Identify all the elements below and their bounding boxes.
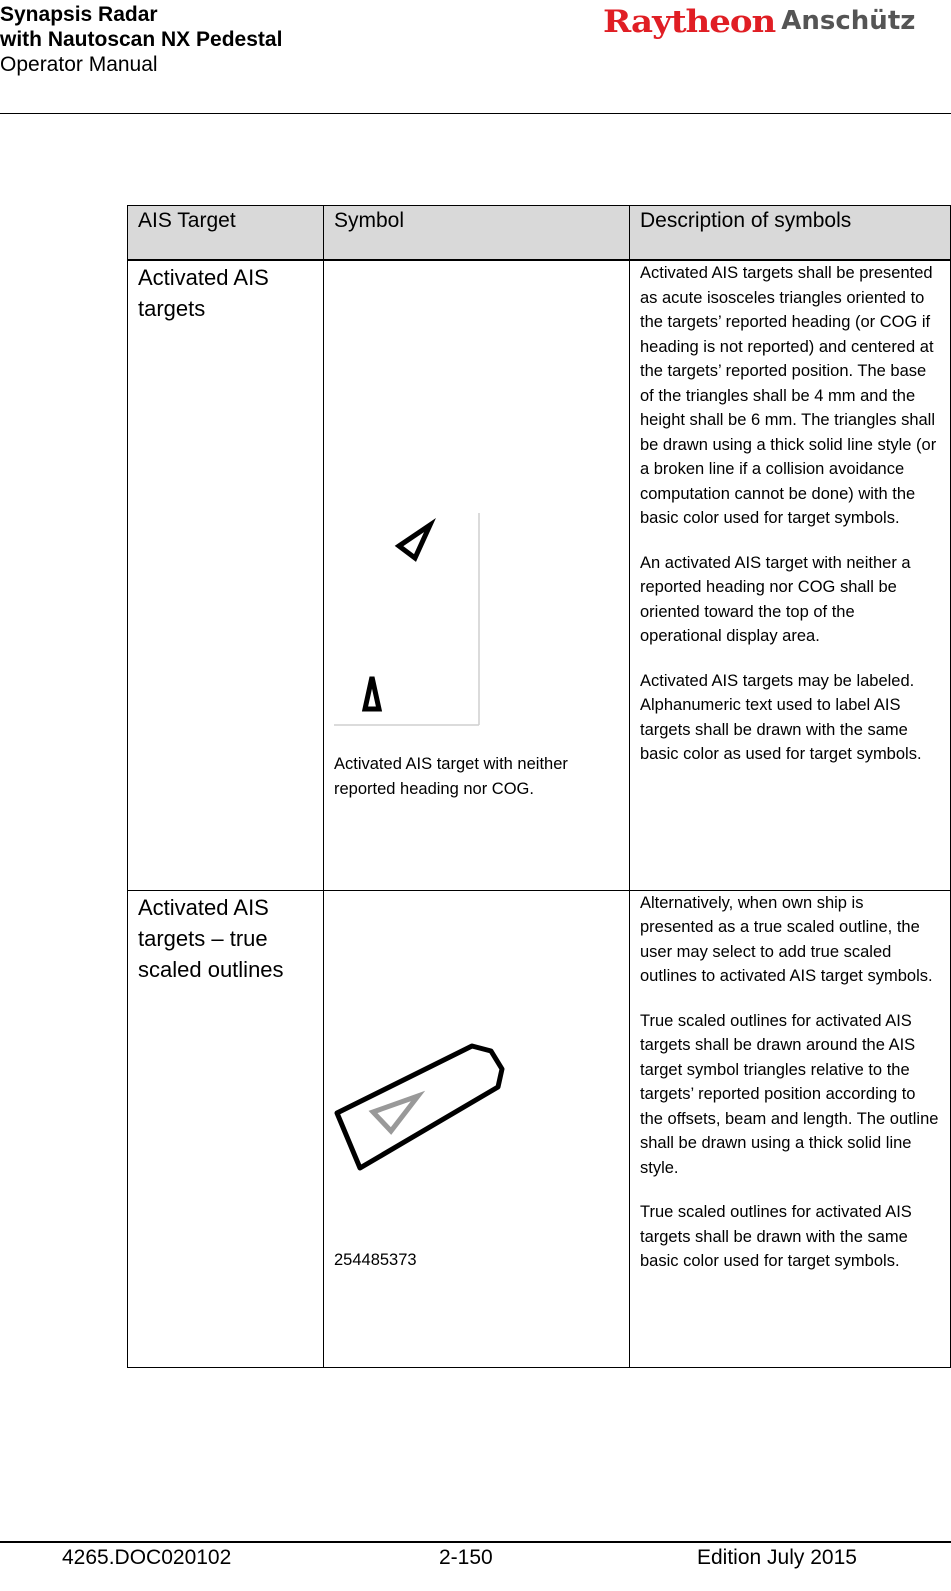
logo-brand: Raytheon (603, 4, 776, 40)
column-header-symbol: Symbol (324, 206, 630, 261)
header-subtitle: Operator Manual (0, 53, 158, 76)
description-paragraph: An activated AIS target with neither a reported heading nor COG shall be oriented toward the top of the operational display area. (640, 553, 911, 645)
heading-triangle-icon (399, 525, 430, 558)
document-header (0, 2, 282, 77)
ais-symbols-table (127, 205, 951, 1368)
symbol-description (630, 260, 951, 890)
header-title-line1: Synapsis Radar (0, 3, 158, 26)
header-title-line2: with Nautoscan NX Pedestal (0, 28, 283, 51)
column-header-description: Description of symbols (630, 206, 951, 261)
description-paragraph: Alternatively, when own ship is presented as a true scaled outline, the user may select to add true scaled outlines to activated AIS target symbols. (640, 893, 933, 985)
table-row (128, 260, 951, 890)
table-row (128, 890, 951, 1367)
description-paragraph: True scaled outlines for activated AIS targets shall be drawn around the AIS target symbol triangles relative to the targets’ reported position according to the offsets, beam and length. The outline shall be drawn using a thick solid line style. (640, 1011, 939, 1177)
symbol-cell (324, 260, 630, 890)
ais-target-name: Activated AIS targets – true scaled outlines (128, 890, 324, 1367)
footer-page-number: 2-150 (439, 1546, 493, 1569)
footer-edition: Edition July 2015 (697, 1546, 857, 1569)
symbol-caption: Activated AIS target with neither reported heading nor COG. (334, 755, 568, 798)
description-paragraph: Activated AIS targets shall be presented as acute isosceles triangles oriented to the targets’ reported heading (or COG if heading is not reported) and centered at the targets’ reported position. The base of the triangles shall be 4 mm and the height shall be 6 mm. The triangles shall be drawn using a thick solid line style (or a broken line if a collision avoidance computation cannot be done) with the basic color used for target symbols. (640, 264, 937, 527)
ais-triangle-icon (373, 1096, 418, 1131)
footer-divider (0, 1541, 951, 1543)
footer-doc-number: 4265.DOC020102 (62, 1546, 232, 1569)
activated-ais-symbol-image (332, 511, 482, 727)
no-heading-triangle-icon (365, 677, 379, 709)
symbol-caption: 254485373 (334, 1250, 417, 1269)
logo-suffix: Anschütz (781, 6, 916, 36)
symbol-description (630, 890, 951, 1367)
true-scaled-outline-image (334, 1041, 509, 1176)
company-logo (603, 2, 915, 40)
header-divider (0, 113, 951, 114)
table-header-row (128, 206, 951, 261)
description-paragraph: Activated AIS targets may be labeled. Alphanumeric text used to label AIS targets shall be drawn with the same basic color as used for target symbols. (640, 671, 922, 763)
column-header-ais-target: AIS Target (128, 206, 324, 261)
ais-target-name: Activated AIS targets (128, 260, 324, 890)
description-paragraph: True scaled outlines for activated AIS targets shall be drawn with the same basic color used for target symbols. (640, 1203, 912, 1270)
ship-outline-icon (337, 1046, 502, 1168)
symbol-cell (324, 890, 630, 1367)
